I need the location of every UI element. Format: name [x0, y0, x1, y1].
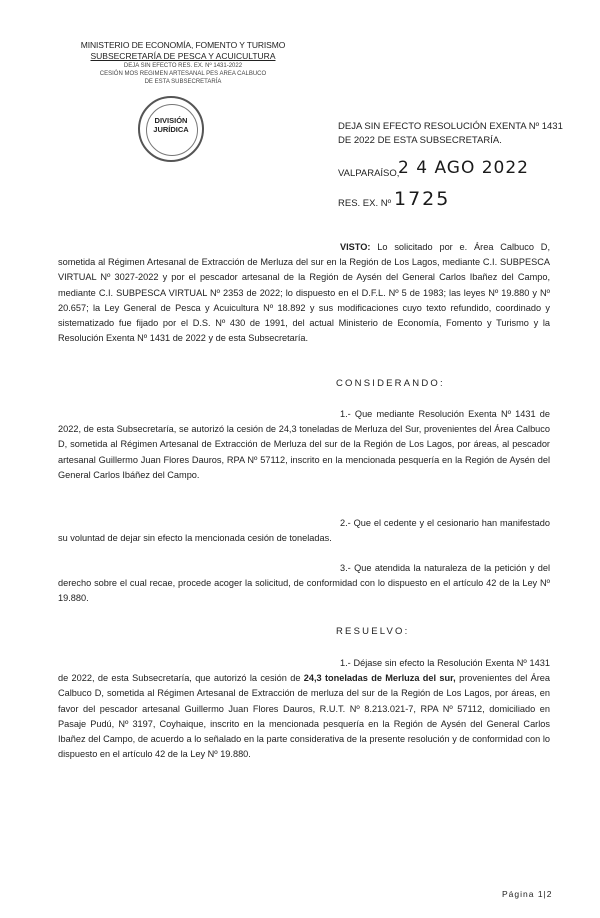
considerando-item-2-text: 2.- Que el cedente y el cesionario han manifestado su voluntad de dejar sin efecto la mencionada cesión de toneladas. — [58, 518, 550, 544]
visto-text: Lo solicitado por e. Área Calbuco D, sometida al Régimen Artesanal de Extracción de Merluza del sur en la Región de Los Lagos, mediante C.I. SUBPESCA VIRTUAL Nº 3027-2022 y por el pescador artesanal de la Región de Aysén del General Carlos Ibañez del Campo, mediante C.I. SUBPESCA VIRTUAL Nº 2353 de 2022; lo dispuesto en el D.F.L. Nº 5 de 1983; las leyes Nº 19.880 y Nº 20.657; la Ley General de Pesca y Acuicultura Nº 18.892 y sus modificaciones cuyo texto refundido, coordinado y sistematizado fue fijado por el D.S. Nº 430 de 1991, del actual Ministerio de Economía, Fomento y Turismo y la Resolución Exenta Nº 1431 de 2022 y de esta Subsecretaría. — [58, 242, 550, 344]
considerando-item-1 — [58, 407, 550, 483]
resuelvo-item-1-text-a: 1.- Déjase sin efecto la Resolución Exenta Nº 1431 de 2022, de esta Subsecretaría, que autorizó la cesión de — [58, 658, 550, 684]
ministry-name: MINISTERIO DE ECONOMÍA, FOMENTO Y TURISMO — [80, 40, 286, 50]
document-title: DEJA SIN EFECTO RESOLUCIÓN EXENTA Nº 1431 DE 2022 DE ESTA SUBSECRETARÍA. — [338, 121, 563, 146]
page-number: Página 1|2 — [502, 889, 553, 899]
considerando-item-2 — [58, 516, 550, 546]
resuelvo-item-1 — [58, 656, 550, 762]
visto-paragraph — [58, 240, 550, 346]
considerando-heading: CONSIDERANDO: — [336, 378, 445, 389]
resolution-label: RES. EX. Nº — [338, 198, 392, 209]
resuelvo-heading: RESUELVO: — [336, 626, 410, 637]
stamp-line-2: JURÍDICA — [153, 125, 189, 134]
reference-line-1: DEJA SIN EFECTO RES. EX. Nº 1431-2022 — [123, 63, 243, 69]
date-stamp: 2 4 AGO 2022 — [398, 158, 529, 178]
considerando-item-1-text: 1.- Que mediante Resolución Exenta Nº 1431 de 2022, de esta Subsecretaría, se autorizó la cesión de 24,3 toneladas de Merluza del Sur, provenientes del Área Calbuco D, sometida al Régimen Artesanal de Extracción de Merluza del sur de la Región de Los Lagos, por áreas, al pescador artesanal Guillermo Juan Flores Dauros, RPA Nº 57112, inscrito en la mencionada pesquería en la Región de Aysén del General Carlos Ibáñez del Campo. — [58, 409, 550, 480]
resolution-number: 1725 — [394, 188, 451, 210]
stamp-line-1: DIVISIÓN — [154, 116, 188, 125]
stamp-text — [140, 116, 202, 134]
place-label: VALPARAÍSO, — [338, 168, 400, 179]
resuelvo-item-1-text-c: provenientes del Área Calbuco D, sometida al Régimen Artesanal de Extracción de merluza del sur de la Región de Los Lagos, por áreas, en favor del pescador artesanal Guillermo Juan Flores Dauros, R.U.T. Nº 8.213.021-7, RPA Nº 57112, domiciliado en Pasaje Pudú, Nº 3197, Coyhaique, inscrito en la mencionada pesquería en la Región de Aysén del General Carlos Ibañez del Campo, de acuerdo a lo señalado en la parte considerativa de la presente resolución y de conformidad con lo dispuesto en el artículo 42 de la Ley Nº 19.880. — [58, 673, 551, 760]
considerando-item-3 — [58, 561, 550, 607]
letterhead — [58, 40, 308, 86]
reference-line-2: CESIÓN MOS REGIMEN ARTESANAL PES AREA CALBUCO — [99, 71, 267, 77]
subsecretaria-name: SUBSECRETARÍA DE PESCA Y ACUICULTURA — [90, 51, 276, 61]
division-juridica-stamp — [138, 96, 204, 162]
visto-label: VISTO: — [340, 242, 371, 252]
considerando-item-3-text: 3.- Que atendida la naturaleza de la petición y del derecho sobre el cual recae, procede acoger la solicitud, de conformidad con lo dispuesto en el artículo 42 de la Ley Nº 19.880. — [58, 563, 550, 604]
reference-line-3: DE ESTA SUBSECRETARÍA — [144, 79, 222, 85]
resuelvo-item-1-bold: 24,3 toneladas de Merluza del sur, — [303, 673, 456, 684]
